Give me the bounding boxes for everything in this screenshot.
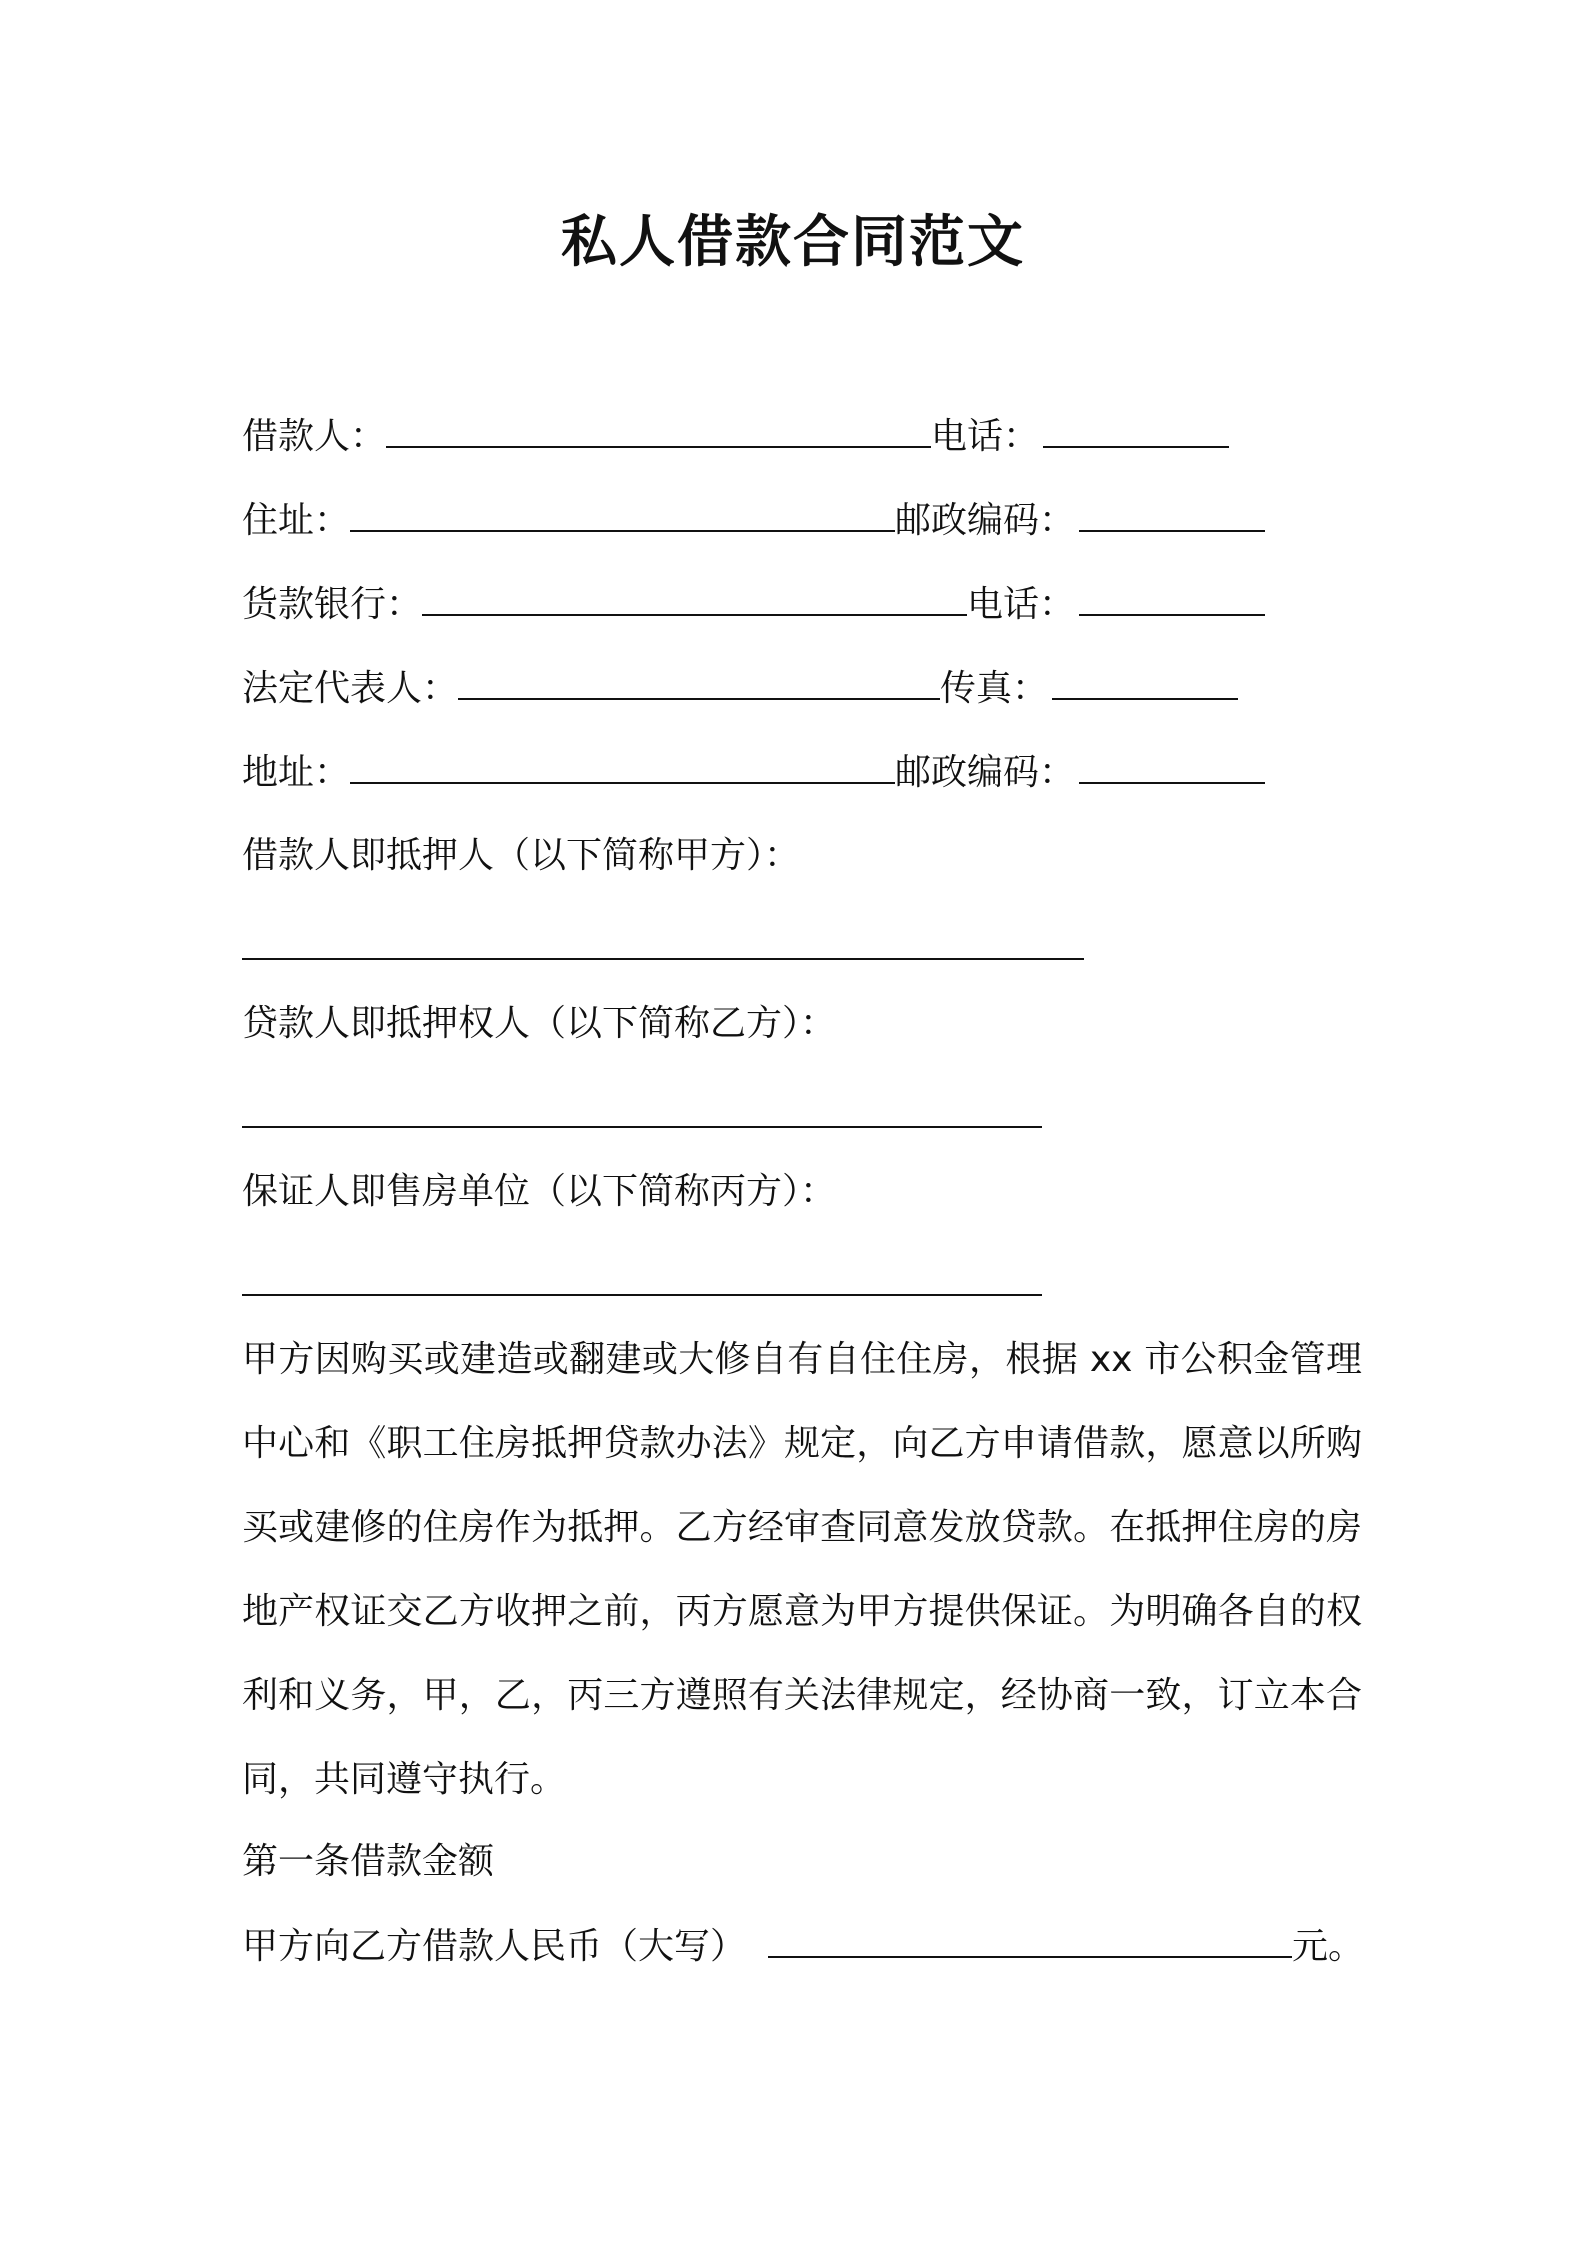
article-1-suffix: 元。 [1292, 1926, 1365, 1967]
field-label-phone: 电话： [931, 416, 1040, 457]
blank-bank [422, 580, 967, 616]
field-label-bank: 货款银行： [242, 584, 423, 625]
blank-party-a [242, 958, 1084, 960]
field-label-location: 地址： [242, 752, 351, 793]
field-label-legal-rep: 法定代表人： [242, 668, 459, 709]
article-1-text: 甲方向乙方借款人民币（大写） [242, 1926, 747, 1967]
blank-location [350, 748, 895, 784]
party-b-label: 贷款人即抵押权人（以下简称乙方）： [242, 1003, 837, 1044]
document-title: 私人借款合同范文 [561, 210, 1025, 275]
field-row-address [242, 496, 1265, 545]
field-row-borrower [242, 412, 1229, 461]
field-row-legal-rep [242, 664, 1238, 713]
blank-address [350, 496, 895, 532]
blank-bank-phone [1079, 580, 1265, 616]
blank-party-c [242, 1294, 1042, 1296]
article-1-heading: 第一条借款金额 [242, 1841, 495, 1882]
field-label-location-postcode: 邮政编码： [895, 752, 1076, 793]
field-row-location [242, 748, 1265, 797]
blank-amount [768, 1922, 1292, 1958]
blank-location-postcode [1079, 748, 1265, 784]
party-a-label: 借款人即抵押人（以下简称甲方）： [242, 835, 801, 876]
field-label-fax: 传真： [940, 668, 1049, 709]
blank-fax [1052, 664, 1238, 700]
field-row-bank [242, 580, 1265, 629]
blank-party-b [242, 1126, 1042, 1128]
party-c-label: 保证人即售房单位（以下简称丙方）： [242, 1171, 837, 1212]
article-1-row [242, 1922, 1364, 1971]
blank-postcode [1079, 496, 1265, 532]
field-label-address: 住址： [242, 500, 351, 541]
blank-legal-rep [458, 664, 940, 700]
preamble-paragraph: 甲方因购买或建造或翻建或大修自有自住住房，根据 xx 市公积金管理中心和《职工住房抵押贷款办法》规定，向乙方申请借款，愿意以所购买或建修的住房作为抵押。乙方经审查同意发放贷款。在抵押住房的房地产权证交乙方收押之前，丙方愿意为甲方提供保证。为明确各自的权利和义务，甲，乙，丙三方遵照有关法律规定，经协商一致，订立本合同，共同遵守执行。 [242, 1339, 1362, 1800]
field-label-borrower: 借款人： [242, 416, 387, 457]
field-label-postcode: 邮政编码： [895, 500, 1076, 541]
blank-borrower [386, 412, 931, 448]
field-label-bank-phone: 电话： [967, 584, 1076, 625]
blank-phone [1043, 412, 1229, 448]
